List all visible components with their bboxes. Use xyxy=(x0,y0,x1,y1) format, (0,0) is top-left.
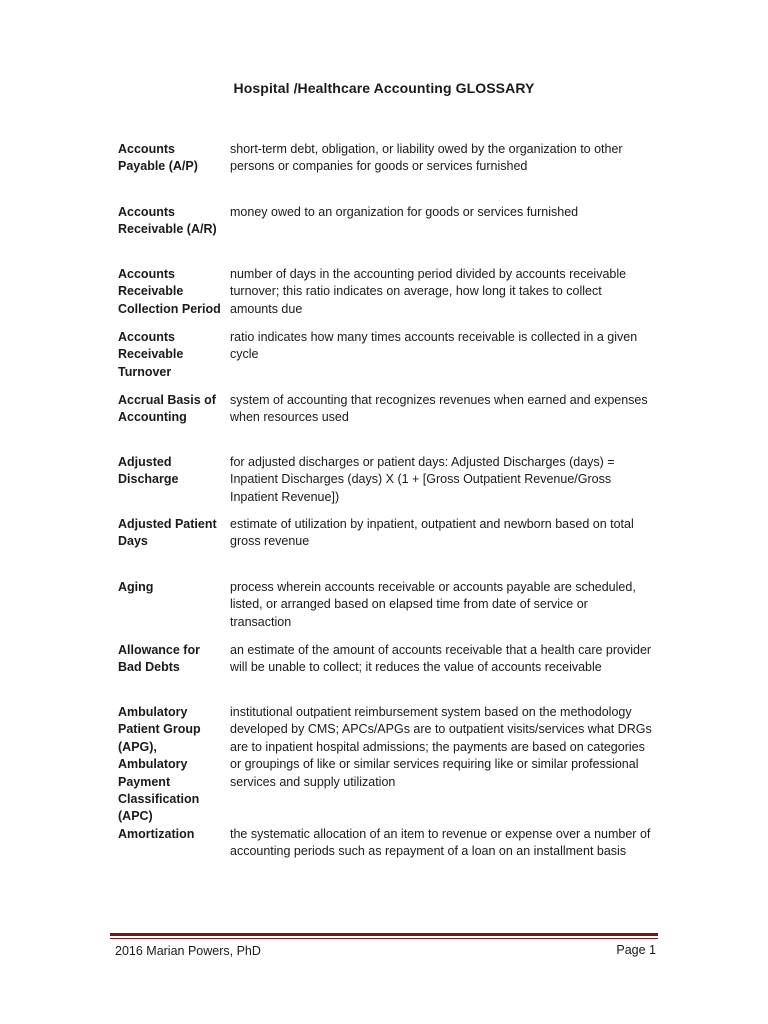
glossary-term: Accounts Payable (A/P) xyxy=(118,142,198,174)
footer-divider-thin xyxy=(110,938,658,939)
footer-author: 2016 Marian Powers, PhD xyxy=(115,944,261,958)
glossary-definition: number of days in the accounting period divided by accounts receivable turnover; this ratio indicates on average, how long it takes to collect amounts due xyxy=(230,267,627,316)
glossary-term: Accrual Basis of Accounting xyxy=(118,393,216,425)
footer-page-number: Page 1 xyxy=(616,943,656,957)
glossary-definition: money owed to an organization for goods or services furnished xyxy=(230,205,579,219)
glossary-term: Adjusted Discharge xyxy=(118,455,179,487)
footer-divider xyxy=(110,933,658,936)
glossary-definition: institutional outpatient reimbursement system based on the methodology developed by CMS; APCs/APGs are to outpatient visits/services what DRGs are to inpatient hospital admissions; the payments are based on categories or groupings of like or similar services requiring like or similar professional services and supply utilization xyxy=(230,705,652,789)
glossary-definition: for adjusted discharges or patient days: Adjusted Discharges (days) = Inpatient Discharges (days) X (1 + [Gross Outpatient Revenue/Gross Inpatient Revenue]) xyxy=(230,455,615,504)
glossary-term: Ambulatory Patient Group (APG), Ambulatory Payment Classification (APC) xyxy=(118,705,201,824)
glossary-term: Accounts Receivable Turnover xyxy=(118,330,184,379)
glossary-definition: estimate of utilization by inpatient, outpatient and newborn based on total gross revenue xyxy=(230,517,634,549)
glossary-term: Accounts Receivable (A/R) xyxy=(118,205,217,237)
glossary-definition: the systematic allocation of an item to revenue or expense over a number of accounting periods such as repayment of a loan on an installment basis xyxy=(230,827,651,859)
glossary-term: Amortization xyxy=(118,827,195,841)
glossary-definition: system of accounting that recognizes revenues when earned and expenses when resources used xyxy=(230,393,648,425)
glossary-definition: process wherein accounts receivable or accounts payable are scheduled, listed, or arranged based on elapsed time from date of service or transaction xyxy=(230,580,636,629)
glossary-term: Accounts Receivable Collection Period xyxy=(118,267,221,316)
glossary-definition: an estimate of the amount of accounts receivable that a health care provider will be unable to collect; it reduces the value of accounts receivable xyxy=(230,643,652,675)
glossary-term: Allowance for Bad Debts xyxy=(118,643,200,675)
glossary-term: Adjusted Patient Days xyxy=(118,517,217,549)
page-title: Hospital /Healthcare Accounting GLOSSARY xyxy=(233,80,535,96)
glossary-term: Aging xyxy=(118,580,154,594)
glossary-definition: ratio indicates how many times accounts receivable is collected in a given cycle xyxy=(230,330,638,362)
glossary-definition: short-term debt, obligation, or liability owed by the organization to other persons or companies for goods or services furnished xyxy=(230,142,623,174)
